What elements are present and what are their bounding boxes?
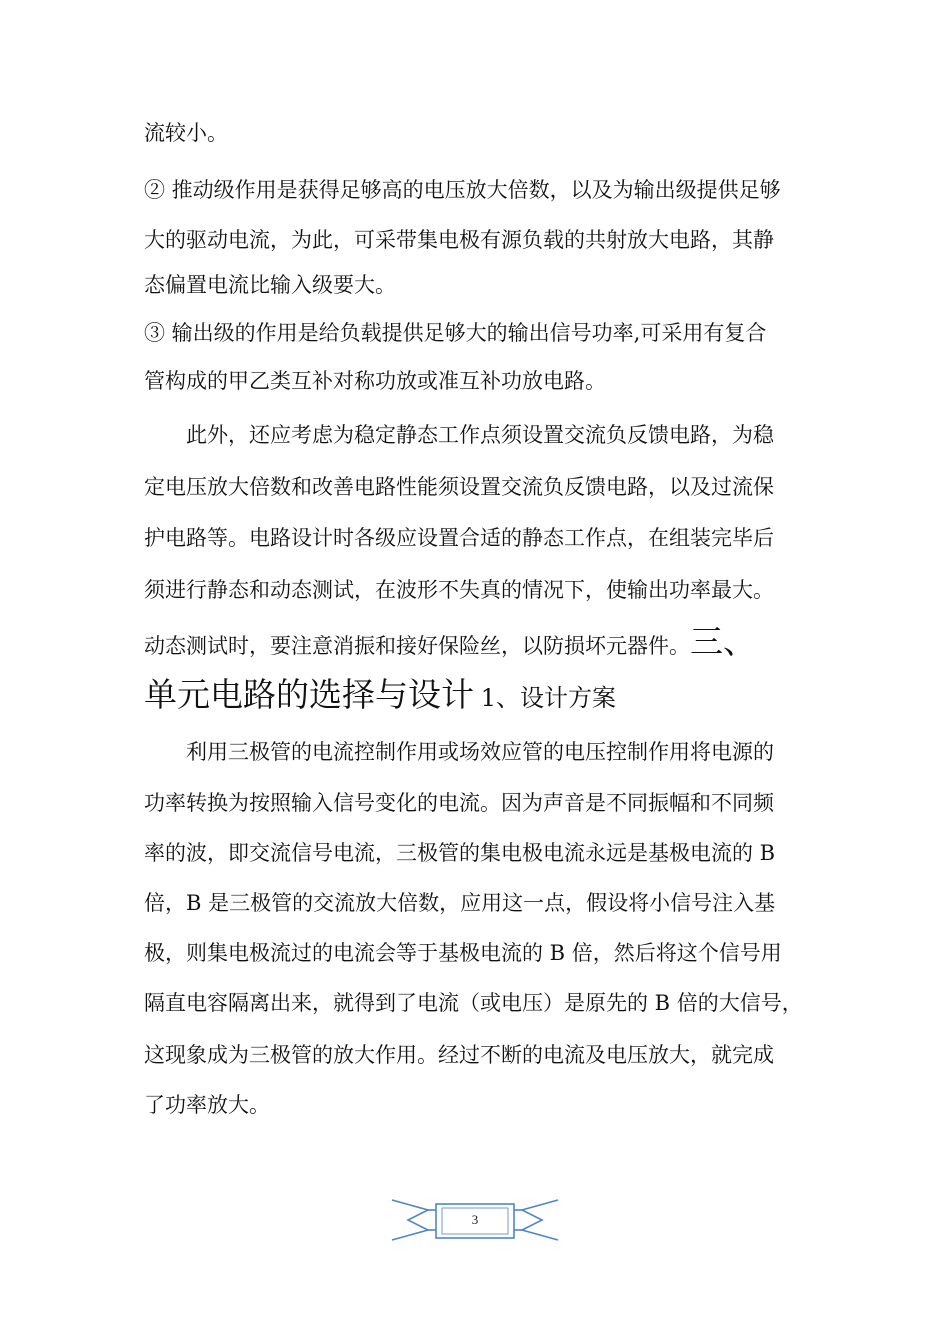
section-heading bbox=[144, 675, 616, 714]
paragraph-line: 大的驱动电流，为此，可采带集电极有源负载的共射放大电路，其静 bbox=[144, 228, 774, 252]
paragraph-line: 此外，还应考虑为稳定静态工作点须设置交流负反馈电路，为稳 bbox=[186, 423, 774, 447]
list-item-2-line: ② 推动级作用是获得足够高的电压放大倍数，以及为输出级提供足够 bbox=[144, 178, 781, 202]
paragraph-line: 隔直电容隔离出来，就得到了电流（或电压）是原先的 B 倍的大信号， bbox=[144, 991, 803, 1015]
paragraph-line: 功率转换为按照输入信号变化的电流。因为声音是不同振幅和不同频 bbox=[144, 791, 774, 815]
subsection-title: 1、设计方案 bbox=[480, 684, 616, 712]
paragraph-line: 管构成的甲乙类互补对称功放或准互补功放电路。 bbox=[144, 369, 606, 393]
paragraph-line: 极，则集电极流过的电流会等于基极电流的 B 倍，然后将这个信号用 bbox=[144, 941, 782, 965]
paragraph-line bbox=[144, 622, 756, 661]
paragraph-line: 了功率放大。 bbox=[144, 1093, 270, 1117]
paragraph-line: 须进行静态和动态测试，在波形不失真的情况下，使输出功率最大。 bbox=[144, 578, 774, 602]
paragraph-line: 倍，B 是三极管的交流放大倍数，应用这一点，假设将小信号注入基 bbox=[144, 891, 776, 915]
paragraph-line: 态偏置电流比输入级要大。 bbox=[144, 273, 396, 297]
list-item-3-line: ③ 输出级的作用是给负载提供足够大的输出信号功率,可采用有复合 bbox=[144, 321, 767, 345]
paragraph-line: 流较小。 bbox=[144, 121, 228, 145]
paragraph-text: 动态测试时，要注意消振和接好保险丝，以防损坏元器件。 bbox=[144, 634, 690, 658]
paragraph-line: 护电路等。电路设计时各级应设置合适的静态工作点，在组装完毕后 bbox=[144, 526, 774, 550]
page-number: 3 bbox=[471, 1212, 479, 1227]
paragraph-line: 定电压放大倍数和改善电路性能须设置交流负反馈电路，以及过流保 bbox=[144, 475, 774, 499]
page-footer bbox=[390, 1192, 560, 1250]
paragraph-line: 这现象成为三极管的放大作用。经过不断的电流及电压放大，就完成 bbox=[144, 1043, 774, 1067]
paragraph-line: 利用三极管的电流控制作用或场效应管的电压控制作用将电源的 bbox=[186, 740, 774, 764]
section-number: 三、 bbox=[690, 622, 756, 661]
paragraph-line: 率的波，即交流信号电流，三极管的集电极电流永远是基极电流的 B bbox=[144, 841, 776, 865]
section-title: 单元电路的选择与设计 bbox=[144, 675, 474, 714]
